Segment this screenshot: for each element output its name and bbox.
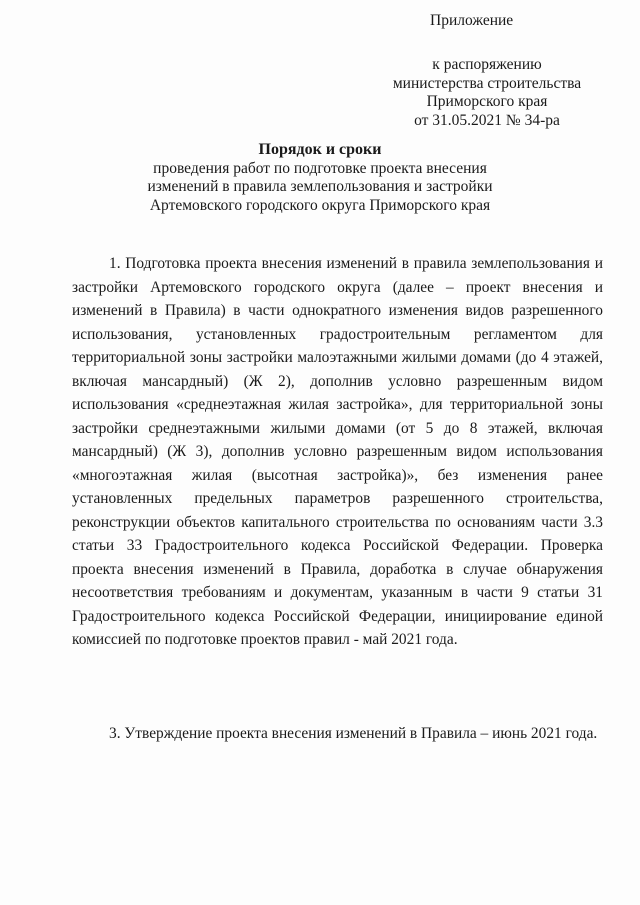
appendix-label: Приложение — [430, 12, 514, 29]
subtitle-line: Артемовского городского округа Приморского края — [149, 196, 491, 214]
approval-line: к распоряжению — [432, 56, 542, 73]
paragraph-item-3: 3. Утверждение проекта внесения изменений в Правила – июнь 2021 года. — [109, 725, 598, 743]
subtitle-line: изменений в правила землепользования и застройки — [147, 178, 493, 195]
subtitle-line: проведения работ по подготовке проекта внесения — [153, 159, 487, 177]
approval-date-number: от 31.05.2021 № 34-ра — [414, 111, 560, 129]
approval-line: министерства строительства — [392, 74, 582, 92]
approval-line: Приморского края — [426, 93, 548, 110]
approval-reference — [372, 56, 602, 130]
document-title: Порядок и сроки — [258, 141, 382, 158]
paragraph-item-1: 1. Подготовка проекта внесения изменений в правила землепользования и застройки Артемовского городского округа (далее – проект внесения и изменений в Правила) в части однократного изменения видов разрешенного использования, установленных градостроительным регламентом для территориальной зоны застройки малоэтажными жилыми домами (до 4 этажей, включая мансардный) (Ж 2), дополнив условно разрешенным видом использования «среднеэтажная жилая застройка», для территориальной зоны застройки среднеэтажными жилыми домами (от 5 до 8 этажей, включая мансардный) (Ж 3), дополнив условно разрешенным видом использования «многоэтажная жилая (высотная застройка)», без изменения ранее установленных предельных параметров разрешенного строительства, реконструкции объектов капитального строительства по основаниям части 3.3 статьи 33 Градостроительного кодекса Российской Федерации. Проверка проекта внесения изменений в Правила, доработка в случае обнаружения несоответствия требованиям и документам, указанным в части 9 статьи 31 Градостроительного кодекса Российской Федерации, инициирование единой комиссией по подготовке проектов правил - май 2021 года. — [72, 255, 603, 649]
title-block — [120, 141, 520, 215]
